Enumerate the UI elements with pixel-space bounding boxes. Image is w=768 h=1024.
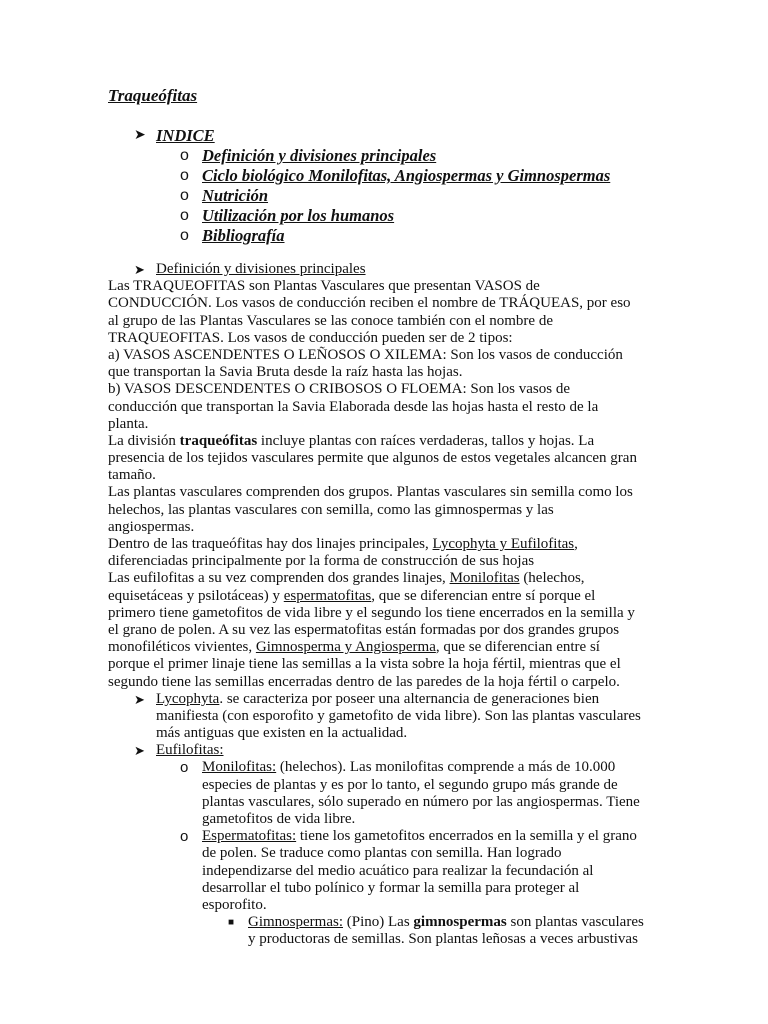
circle-bullet-icon: o (180, 759, 189, 777)
index-item-definicion: Definición y divisiones principales (202, 146, 437, 165)
paragraph-line: a) VASOS ASCENDENTES O LEÑOSOS O XILEMA: Son los vasos de conducción (108, 346, 623, 363)
text-run: (helechos). Las monilofitas comprende a más de 10.000 (276, 759, 616, 776)
paragraph-line: presencia de los tejidos vasculares permite que algunos de estos vegetales alcancen gran (108, 450, 637, 467)
arrow-bullet-icon: ➤ (134, 262, 145, 277)
text-run: Las eufilofitas a su vez comprenden dos grandes linajes, (108, 570, 450, 587)
underlined-term: Lycophyta y Eufilofitas (432, 536, 575, 552)
index-item-bibliografia: Bibliografía (202, 226, 285, 245)
circle-bullet-icon: o (180, 167, 189, 184)
underlined-term: Eufilofitas: (156, 742, 224, 759)
text-run: (Pino) Las (343, 914, 414, 931)
arrow-bullet-icon: ➤ (134, 128, 146, 143)
list-item-lycophyta (108, 691, 660, 708)
paragraph-line: de polen. Se traduce como plantas con semilla. Han logrado (202, 845, 562, 862)
paragraph-line: b) VASOS DESCENDENTES O CRIBOSOS O FLOEMA: Son los vasos de (108, 381, 571, 398)
paragraph-line (108, 570, 660, 587)
paragraph-line: planta. (108, 415, 149, 432)
paragraph-line (108, 588, 660, 605)
list-item-gimnospermas (108, 914, 660, 931)
index-item-utilizacion: Utilización por los humanos (202, 206, 395, 225)
paragraph-line: conducción que transportan la Savia Elaborada desde las hojas hasta el resto de la (108, 398, 599, 415)
underlined-term: espermatofitas (283, 587, 372, 604)
paragraph-line: Las plantas vasculares comprenden dos grupos. Plantas vasculares sin semilla como los (108, 484, 633, 501)
index-item-ciclo: Ciclo biológico Monilofitas, Angiospermas y Gimnospermas (202, 166, 611, 185)
paragraph-line (108, 639, 660, 656)
paragraph-line: manifiesta (con esporofito y gametofito de vida libre). Son las plantas vasculares (156, 707, 641, 724)
circle-bullet-icon: o (180, 147, 189, 164)
paragraph-line: diferenciadas principalmente por la forma de construcción de sus hojas (108, 553, 535, 570)
paragraph-line (108, 433, 660, 450)
square-bullet-icon: ■ (228, 917, 235, 929)
paragraph-line: CONDUCCIÓN. Los vasos de conducción reciben el nombre de TRÁQUEAS, por eso (108, 295, 631, 312)
underlined-term: Lycophyta (156, 690, 220, 707)
underlined-term: Gimnosperma y Angiosperma (255, 639, 436, 656)
paragraph-line: angiospermas. (108, 518, 195, 535)
text-run: . se caracteriza por poseer una alternancia de generaciones bien (219, 690, 600, 707)
paragraph-line: especies de plantas y es por lo tanto, el segundo grupo más grande de (202, 776, 618, 793)
arrow-bullet-icon: ➤ (134, 743, 145, 759)
text-run: son plantas vasculares (506, 914, 644, 931)
paragraph-line: helechos, las plantas vasculares con semilla, como las gimnospermas y las (108, 501, 554, 518)
bold-term: gimnospermas (413, 914, 507, 931)
underlined-term: Espermatofitas: (202, 828, 297, 845)
list-item-eufilofitas (108, 742, 660, 759)
index-heading: INDICE (156, 126, 215, 145)
paragraph-line: al grupo de las Plantas Vasculares se las conoce también con el nombre de (108, 312, 553, 329)
paragraph-line: independizarse del medio acuático para realizar la fecundación al (202, 862, 594, 879)
text-run: monofiléticos vivientes, (108, 639, 256, 656)
list-item-monilofitas (108, 759, 660, 776)
document-title: Traqueófitas (108, 86, 198, 105)
list-item-espermatofitas (108, 828, 660, 845)
bold-term: traqueófitas (179, 432, 258, 449)
text-run: equisetáceas y psilotáceas) y (108, 587, 284, 604)
paragraph-line: TRAQUEOFITAS. Los vasos de conducción pueden ser de 2 tipos: (108, 329, 513, 346)
circle-bullet-icon: o (180, 227, 189, 244)
text-run: incluye plantas con raíces verdaderas, tallos y hojas. La (257, 432, 595, 449)
index-item-nutricion: Nutrición (202, 186, 269, 205)
paragraph-line: desarrollar el tubo polínico y formar la semilla para proteger al (202, 879, 580, 896)
underlined-term: Monilofitas (449, 570, 520, 587)
paragraph-line: el grano de polen. A su vez las espermatofitas están formadas por dos grandes grupos (108, 621, 620, 638)
paragraph-line: más antiguas que existen en la actualidad. (156, 725, 408, 742)
text-run: La división (108, 432, 180, 449)
circle-bullet-icon: o (180, 187, 189, 204)
paragraph-line: primero tiene gametofitos de vida libre y el segundo los tiene encerrados en la semilla y (108, 604, 635, 621)
paragraph-line (108, 536, 660, 553)
paragraph-line: plantas vasculares, sólo superado en número por las angiospermas. Tiene (202, 793, 640, 810)
section-heading: Definición y divisiones principales (156, 261, 366, 277)
paragraph-line: esporofito. (202, 896, 267, 913)
section-heading-line (108, 261, 660, 278)
paragraph-line: porque el primer linaje tiene las semillas a la vista sobre la hoja fértil, mientras que el (108, 656, 621, 673)
document-body (108, 261, 660, 949)
text-run: Dentro de las traqueófitas hay dos linajes principales, (108, 536, 433, 552)
arrow-bullet-icon: ➤ (134, 691, 145, 707)
paragraph-line: Las TRAQUEOFITAS son Plantas Vasculares que presentan VASOS de (108, 278, 540, 295)
underlined-term: Gimnospermas: (248, 914, 343, 931)
paragraph-line: que transportan la Savia Bruta desde la raíz hasta las hojas. (108, 364, 463, 381)
circle-bullet-icon: o (180, 207, 189, 224)
text-run: , que se diferencian entre sí porque el (371, 587, 596, 604)
text-run: (helechos, (519, 570, 585, 587)
circle-bullet-icon: o (180, 828, 189, 846)
paragraph-line: y productoras de semillas. Son plantas leñosas a veces arbustivas (248, 931, 638, 948)
paragraph-line: gametofitos de vida libre. (202, 811, 356, 827)
underlined-term: Monilofitas: (202, 759, 277, 776)
text-run: tiene los gametofitos encerrados en la semilla y el grano (296, 828, 637, 845)
paragraph-line: tamaño. (108, 467, 156, 484)
paragraph-line: segundo tiene las semillas encerradas dentro de las paredes de la hoja fértil o carpelo. (108, 673, 620, 690)
text-run: , (574, 536, 578, 552)
text-run: , que se diferencian entre sí (435, 639, 600, 656)
